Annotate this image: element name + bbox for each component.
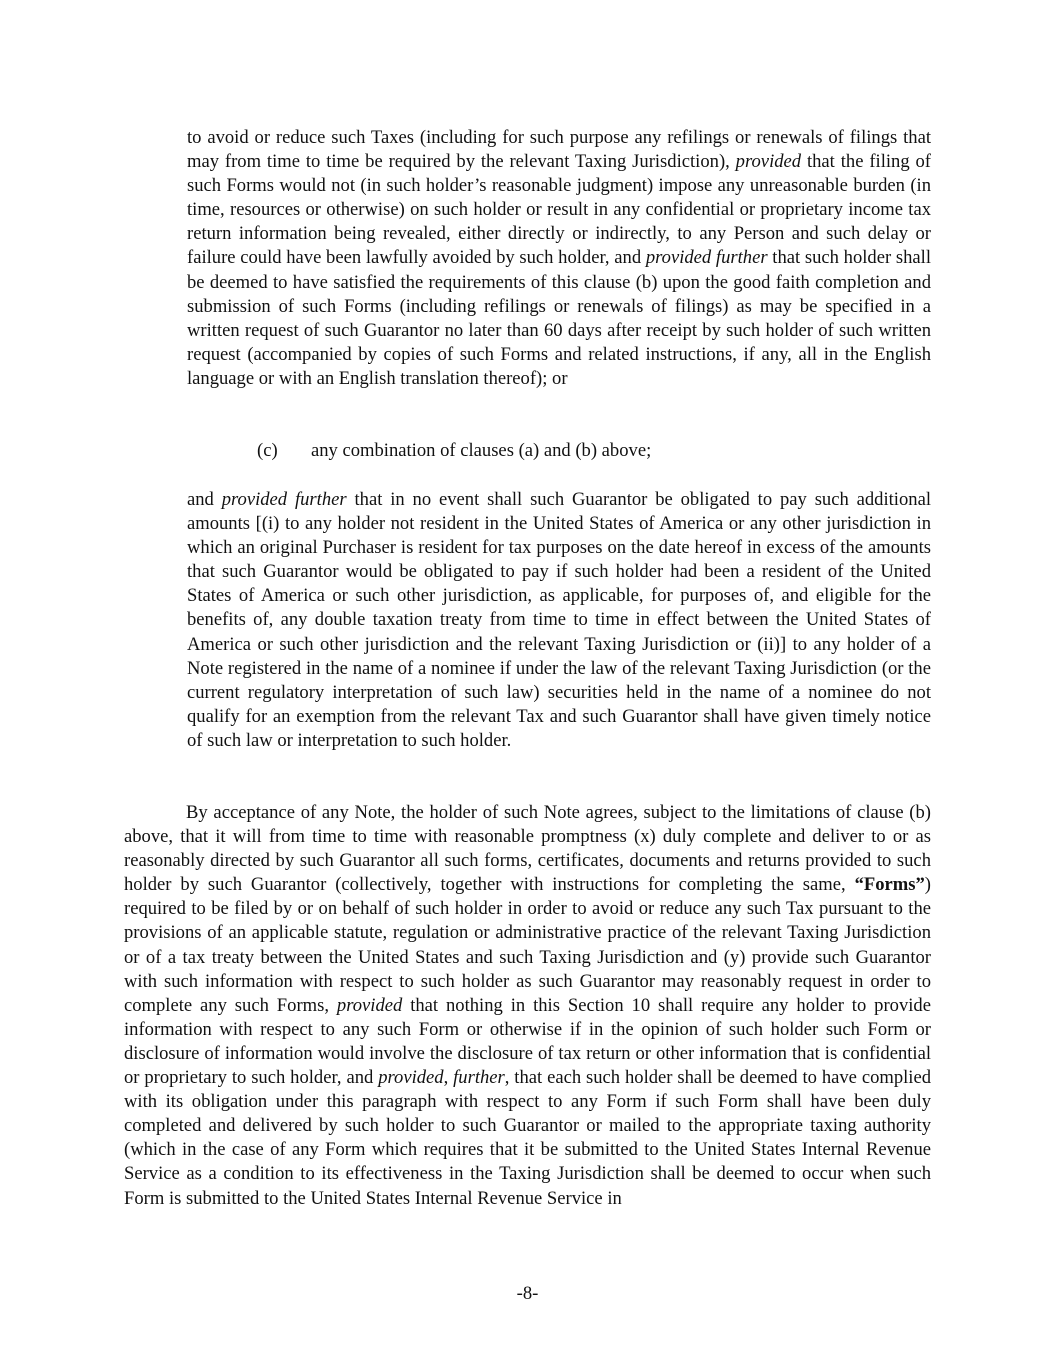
- italic-term: provided further: [645, 247, 768, 269]
- italic-term: further: [453, 1067, 505, 1089]
- clause-text: any combination of clauses (a) and (b) above;: [311, 440, 652, 461]
- text-run: to avoid or reduce such Taxes (including for such purpose any refilings or renewals of filings that may from time to time be required by the relevant Taxing Jurisdiction),: [187, 127, 931, 173]
- paragraph-acceptance-of-note: [124, 801, 931, 1211]
- text-run: ,: [443, 1067, 454, 1089]
- clause-letter: (c): [257, 440, 278, 461]
- italic-term: provided further: [221, 489, 347, 510]
- text-run: that such holder shall be deemed to have satisfied the requirements of this clause (b) upon the good faith completion and submission of such Forms (including refilings or renewals of filings) as may be specified in a written request of such Guarantor no later than 60 days after receipt by such holder of such written request (accompanied by copies of such Forms and related instructions, if any, all in the English language or with an English translation thereof); or: [187, 247, 931, 389]
- italic-term: provided: [378, 1067, 444, 1089]
- paragraph-provided-further: [187, 488, 931, 753]
- paragraph-clause-c: [257, 439, 931, 463]
- text-run: that in no event shall such Guarantor be obligated to pay such additional amounts [(i) to any holder not resident in the United States of America or any other jurisdiction in which an original Purchaser is resident for tax purposes on the date hereof in excess of the amounts that such Guarantor would be obligated to pay if such holder had been a resident of the United States of America or such other jurisdiction, as applicable, for purposes of, and eligible for the benefits of, any double taxation treaty from time to time in effect between the United States of America or such other jurisdiction and the relevant Taxing Jurisdiction or (ii)] to any holder of a Note registered in the name of a nominee if under the law of the relevant Taxing Jurisdiction (or the current regulatory interpretation of such law) securities held in the name of a nominee do not qualify for an exemption from the relevant Tax and such Guarantor shall have given timely notice of such law or interpretation to such holder.: [187, 489, 931, 751]
- text-run: that the filing of such Forms would not (in such holder’s reasonable judgment) impose any unreasonable burden (in time, resources or otherwise) on such holder or result in any confidential or proprietary income tax return information being revealed, either directly or indirectly, to any Person and such delay or failure could have been lawfully avoided by such holder, and: [187, 151, 931, 269]
- italic-term: provided: [735, 151, 802, 173]
- text-run: By acceptance of any Note, the holder of such Note agrees, subject to the limitations of clause (b) above, that it will from time to time with reasonable promptness (x) duly complete and deliver to or as reasonably directed by such Guarantor all such forms, certificates, documents and returns provided to such holder by such Guarantor (collectively, together with instructions for completing the same,: [124, 802, 931, 896]
- page-number: -8-: [516, 1283, 539, 1304]
- text-run: and: [187, 489, 222, 510]
- text-run: , that each such holder shall be deemed to have complied with its obligation under this paragraph with respect to any Form if such Form shall have been duly completed and delivered by such holder to such Guarantor or mailed to the appropriate taxing authority (which in the case of any Form which requires that it be submitted to the United States Internal Revenue Service as a condition to its effectiveness in the Taxing Jurisdiction shall be deemed to occur when such Form is submitted to the United States Internal Revenue Service in: [124, 1067, 932, 1209]
- text-run: that nothing in this Section 10 shall require any holder to provide information with respect to any such Form or otherwise if in the opinion of such holder such Form or disclosure of information would involve the disclosure of tax return or other information that is confidential or proprietary to such holder, and: [124, 994, 931, 1089]
- bold-defined-term: “Forms”: [854, 874, 925, 896]
- paragraph-clause-b-continuation: [187, 126, 931, 391]
- italic-term: provided: [336, 994, 403, 1016]
- text-run: ) required to be filed by or on behalf of such holder in order to avoid or reduce any such Tax pursuant to the provisions of an applicable statute, regulation or administrative practice of the relevant Taxing Jurisdiction or of a tax treaty between the United States and such Taxing Jurisdiction and (y) provide such Guarantor with such information with respect to such holder as such Guarantor may reasonably request in order to complete any such Forms,: [124, 874, 931, 1016]
